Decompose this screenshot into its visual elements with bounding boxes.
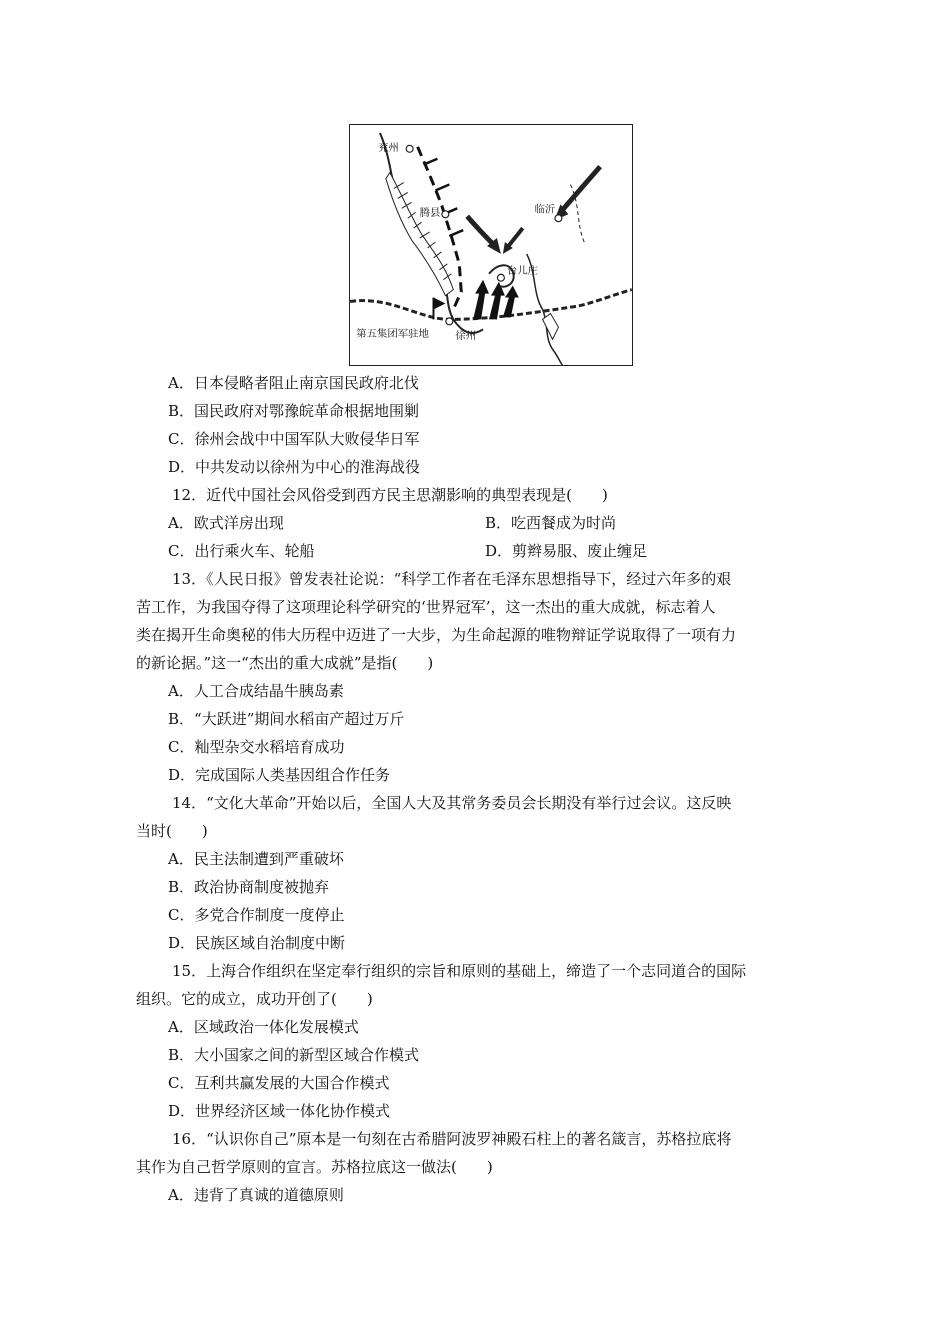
q14-stem-line-2: 当时( ) [136, 822, 208, 840]
label-taierzhuang: 台儿庄 [506, 264, 539, 277]
q14-option-b: B．政治协商制度被抛弃 [168, 878, 330, 896]
taierzhuang-marker [497, 274, 504, 281]
river-line [377, 133, 483, 333]
tengxian-marker [442, 211, 449, 218]
q13-stem-line-2: 苦工作，为我国夺得了这项理论科学研究的‘世界冠军’，这一杰出的重大成就，标志着人 [136, 598, 716, 616]
q12-option-c: C．出行乘火车、轮船 [168, 542, 315, 560]
q16-option-a: A．违背了真诚的道德原则 [168, 1186, 344, 1204]
q15-option-d: D．世界经济区域一体化协作模式 [168, 1102, 391, 1120]
q12-option-a: A．欧式洋房出现 [168, 514, 284, 532]
q13-stem-line-4: 的新论据。”这一“杰出的重大成就”是指( ) [136, 654, 434, 672]
q15-stem-line-2: 组织。它的成立，成功开创了( ) [136, 990, 373, 1008]
q11-option-c: C．徐州会战中中国军队大败侵华日军 [168, 430, 420, 448]
label-xuzhou: 徐州 [455, 330, 477, 343]
q11-option-b: B．国民政府对鄂豫皖革命根据地围剿 [168, 402, 420, 420]
counterattack-arrows [473, 280, 519, 320]
xuzhou-marker [446, 318, 453, 325]
q13-option-c: C．籼型杂交水稻培育成功 [168, 738, 345, 756]
q14-option-d: D．民族区域自治制度中断 [168, 934, 346, 952]
q16-stem-line-2: 其作为自己哲学原则的宣言。苏格拉底这一做法( ) [136, 1158, 493, 1176]
occupied-zone-north [386, 173, 453, 296]
q13-stem-line-1: 13．《人民日报》曾发表社论说：“科学工作者在毛泽东思想指导下，经过六年多的艰 [172, 570, 732, 588]
q11-option-a: A．日本侵略者阻止南京国民政府北伐 [168, 374, 419, 392]
label-hq: 第五集团军驻地 [356, 328, 429, 341]
q15-option-b: B．大小国家之间的新型区域合作模式 [168, 1046, 420, 1064]
flag [433, 298, 445, 310]
q14-option-a: A．民主法制遭到严重破坏 [168, 850, 344, 868]
east-occupied-zone [543, 313, 559, 339]
battle-crosses [424, 159, 464, 236]
arrow-west-shaft [467, 216, 495, 246]
q11-option-d: D．中共发动以徐州为中心的淮海战役 [168, 458, 421, 476]
q15-option-c: C．互利共赢发展的大国合作模式 [168, 1074, 390, 1092]
q14-option-c: C．多党合作制度一度停止 [168, 906, 345, 924]
q15-stem-line-1: 15．上海合作组织在坚定奉行组织的宗旨和原则的基础上，缔造了一个志同道合的国际 [172, 962, 747, 980]
arrow-east-shaft [560, 167, 600, 213]
label-linyi: 临沂 [534, 203, 556, 216]
q15-option-a: A．区域政治一体化发展模式 [168, 1018, 359, 1036]
japanese-advance-line [418, 147, 462, 310]
q12-stem: 12．近代中国社会风俗受到西方民主思潮影响的典型表现是( ) [172, 486, 608, 504]
linyi-marker [555, 215, 562, 222]
arrow-ne-shaft [507, 228, 523, 248]
q13-stem-line-3: 类在揭开生命奥秘的伟大历程中迈进了一大步，为生命起源的唯物辩证学说取得了一项有力 [136, 626, 737, 644]
q12-option-b: B．吃西餐成为时尚 [485, 514, 617, 532]
q12-option-d: D．剪辫易服、废止缠足 [485, 542, 648, 560]
battle-map-drawing [350, 125, 632, 365]
label-yanzhou: 兖州 [377, 141, 399, 154]
q16-stem-line-1: 16．“认识你自己”原本是一句刻在古希腊阿波罗神殿石柱上的著名箴言，苏格拉底将 [172, 1130, 732, 1148]
q14-stem-line-1: 14．“文化大革命”开始以后，全国人大及其常务委员会长期没有举行过会议。这反映 [172, 794, 732, 812]
yanzhou-marker [406, 145, 413, 152]
q13-option-b: B．“大跃进”期间水稻亩产超过万斤 [168, 710, 405, 728]
label-tengxian: 腾县 [419, 207, 441, 220]
battle-map [349, 124, 633, 366]
q13-option-d: D．完成国际人类基因组合作任务 [168, 766, 391, 784]
q13-option-a: A．人工合成结晶牛胰岛素 [168, 682, 344, 700]
